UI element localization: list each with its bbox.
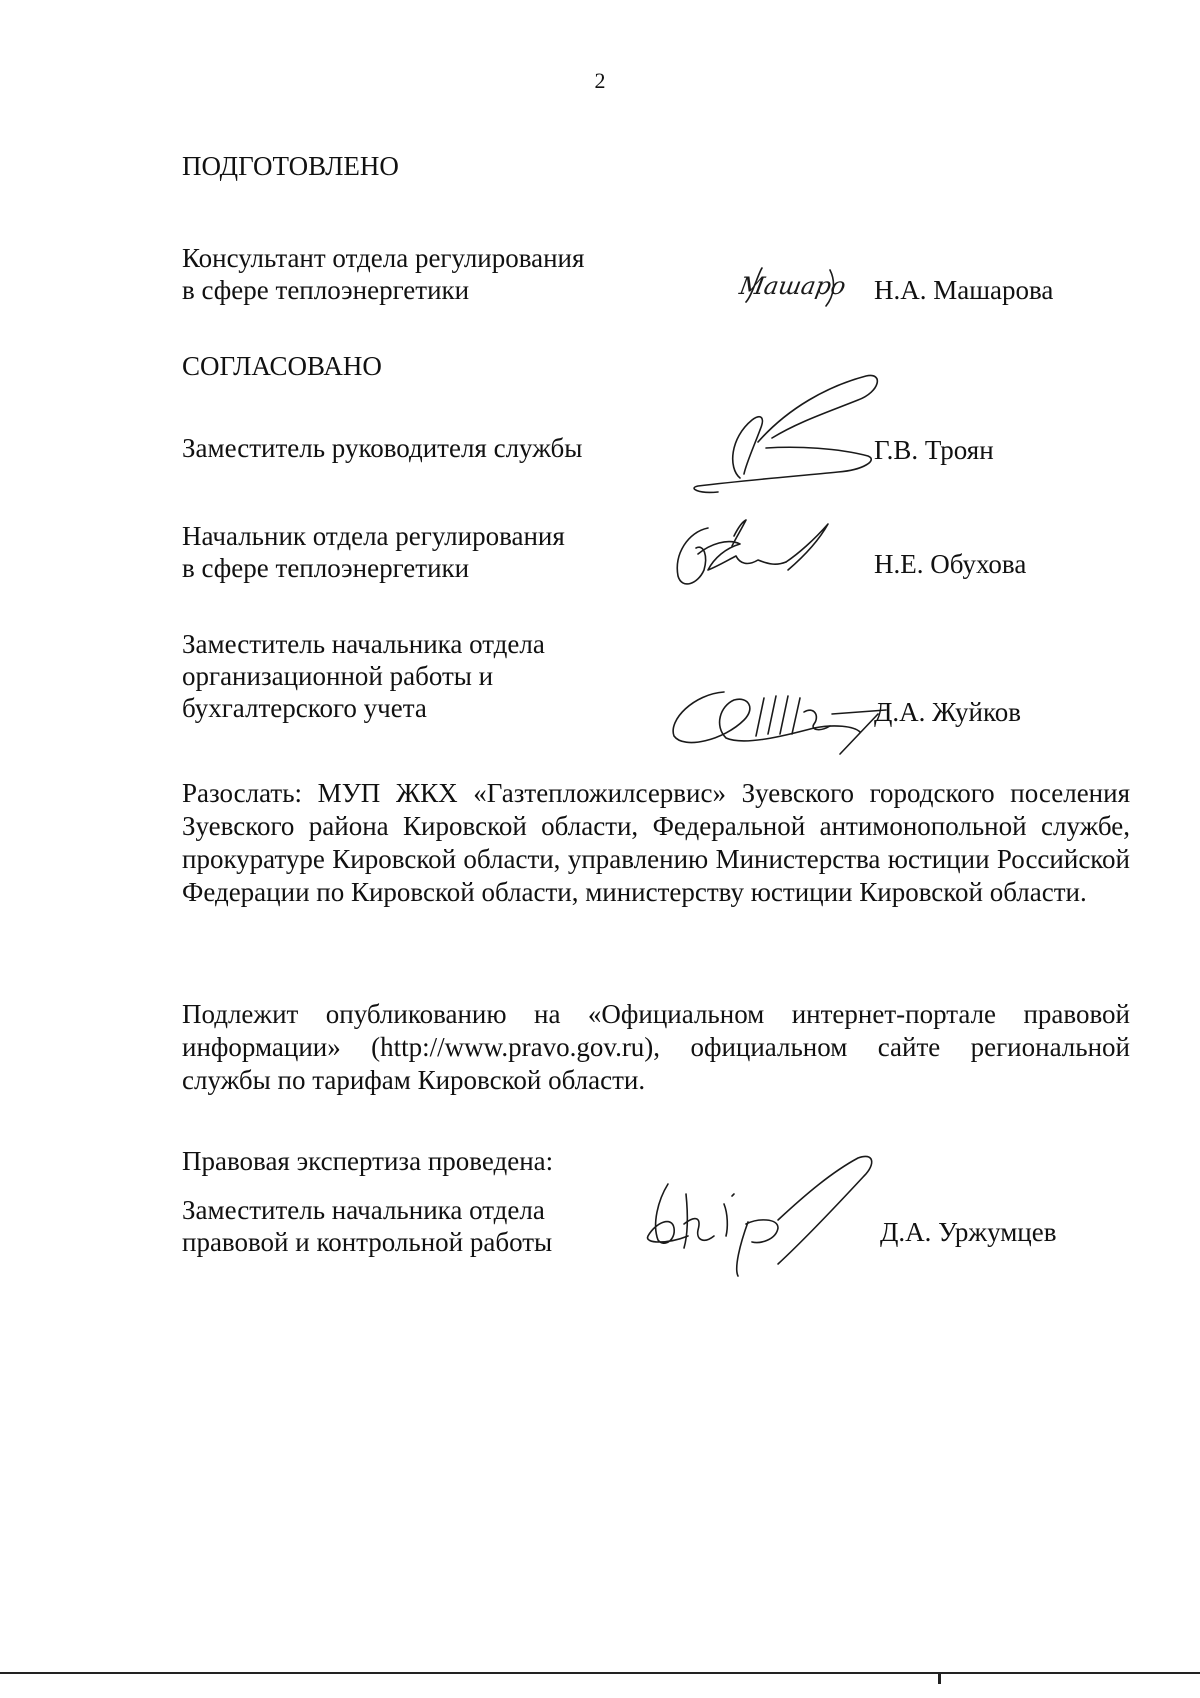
approved-signer-3-role-line-3: бухгалтерского учета [182,693,427,723]
approved-signer-2-role-line-2: в сфере теплоэнергетики [182,553,470,583]
legal-review-name: Д.А. Уржумцев [880,1217,1057,1247]
approved-signer-3-role-line-2: организационной работы и [182,661,494,691]
approved-signer-1-name: Г.В. Троян [874,435,994,465]
signature-obukhova [668,514,838,594]
prepared-heading: ПОДГОТОВЛЕНО [182,151,399,181]
footer-tick [938,1672,941,1684]
prepared-role-line-1: Консультант отдела регулирования [182,243,585,273]
signature-troyan [688,368,888,498]
signature-urzhumtsev [628,1144,908,1284]
legal-review-heading: Правовая экспертиза проведена: [182,1146,554,1176]
distribution-list: Разослать: МУП ЖКХ «Газтепложилсервис» Зуевского городского поселения Зуевского района Кировской области, Федеральной антимонопольной службе, прокуратуре Кировской области, управлению Министерства юстиции Российской Федерации по Кировской области, министерству юстиции Кировской области. [182,778,1130,907]
approved-signer-3-role [182,628,545,724]
approved-signer-2-name: Н.Е. Обухова [874,549,1027,579]
legal-review-role-line-2: правовой и контрольной работы [182,1227,553,1257]
approved-signer-2-role [182,520,565,584]
approved-signer-2-role-line-1: Начальник отдела регулирования [182,521,565,551]
prepared-role-line-2: в сфере теплоэнергетики [182,275,470,305]
footer-rule [0,1672,1200,1674]
signature-masharova [737,262,850,310]
legal-review-role [182,1194,552,1258]
approved-signer-1-role-line-1: Заместитель руководителя службы [182,433,583,463]
signature-zhuikov [664,676,894,756]
approved-signer-1-role [182,432,582,464]
approved-signer-3-name: Д.А. Жуйков [874,697,1021,727]
approved-signer-3-role-line-1: Заместитель начальника отдела [182,629,545,659]
publication-note: Подлежит опубликованию на «Официальном интернет-портале правовой информации» (http://www.pravo.gov.ru), официальном сайте региональной службы по тарифам Кировской области. [182,999,1130,1095]
page-number: 2 [594,68,606,93]
approved-heading: СОГЛАСОВАНО [182,351,382,381]
signature-masharova-script: Машаро [737,272,848,300]
legal-review-role-line-1: Заместитель начальника отдела [182,1195,545,1225]
prepared-role [182,242,584,306]
prepared-name: Н.А. Машарова [874,275,1054,305]
